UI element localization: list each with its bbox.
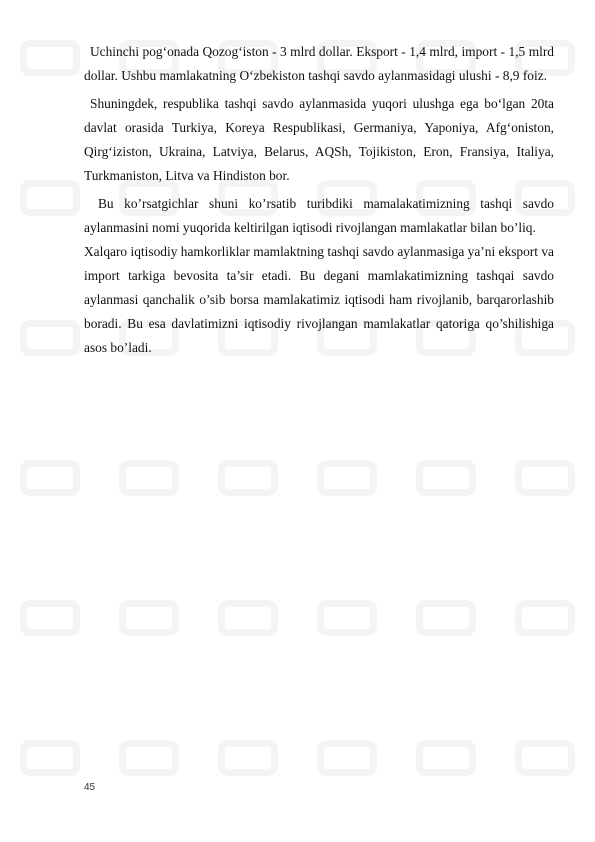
paragraph-indicators: Bu ko’rsatgichlar shuni ko’rsatib turibdiki mamalakatimizning tashqi savdo aylanmasini nomi yuqorida keltirilgan iqtisodi rivojlangan mamlakatlar bilan bo’liq. xyxy=(84,196,554,235)
page-number: 45 xyxy=(84,782,96,793)
paragraph-international-cooperation: Xalqaro iqtisodiy hamkorliklar mamlaktning tashqi savdo aylanmasiga ya’ni eksport va import tarkiga bevosita ta’sir etadi. Bu degani mamlakatimizning tashqai savdo aylanmasi qanchalik o’sib borsa mamlakatimiz iqtisodi ham rivojlanib, barqarorlashib boradi. Bu esa davlatimizni iqtisodiy rivojlangan mamlakatlar qatoriga qo’shilishiga asos bo’ladi. xyxy=(84,244,554,355)
paragraph-kazakhstan-trade: Uchinchi pog‘onada Qozog‘iston - 3 mlrd dollar. Eksport - 1,4 mlrd, import - 1,5 mlrd dollar. Ushbu mamlakatning O‘zbekiston tashqi savdo aylanmasidagi ulushi - 8,9 foiz. xyxy=(84,44,554,83)
page-body xyxy=(84,40,554,360)
paragraph-top-partners: Shuningdek, respublika tashqi savdo aylanmasida yuqori ulushga ega bo‘lgan 20ta davlat orasida Turkiya, Koreya Respublikasi, Germaniya, Yaponiya, Afg‘oniston, Qirg‘iziston, Ukraina, Latviya, Belarus, AQSh, Tojikiston, Eron, Fransiya, Italiya, Turkmaniston, Litva va Hindiston bor. xyxy=(84,96,554,183)
